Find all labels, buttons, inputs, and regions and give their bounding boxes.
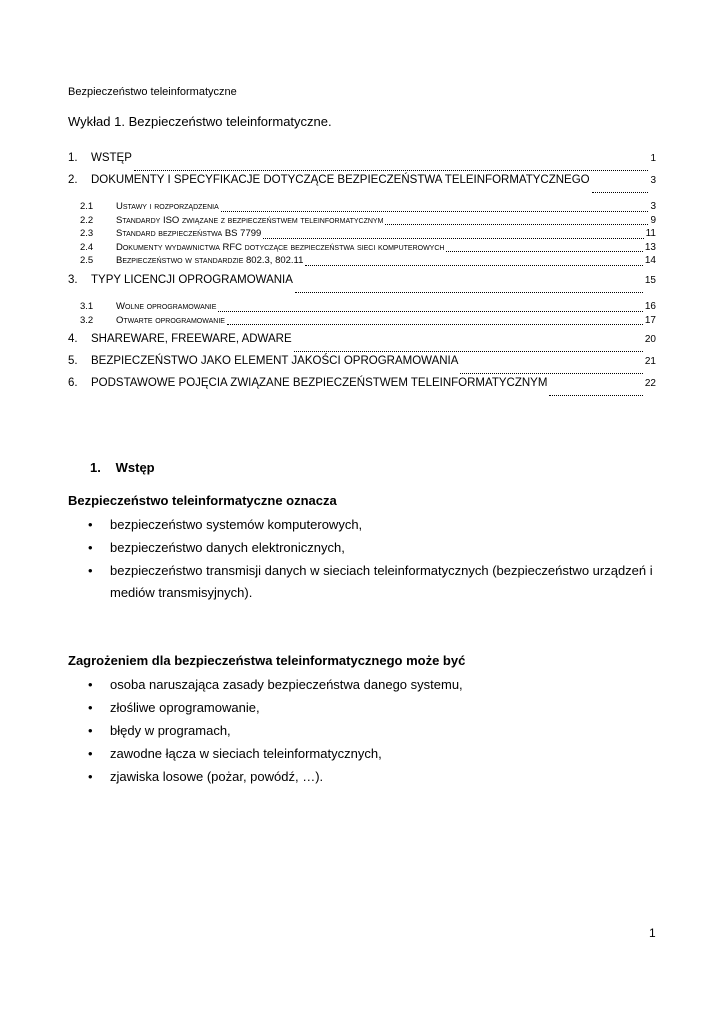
toc-entry-page: 13 xyxy=(644,241,656,253)
toc-entry-number: 5. xyxy=(68,355,78,368)
list-item-text: bezpieczeństwo danych elektronicznych, xyxy=(110,540,345,555)
toc-entry[interactable] xyxy=(68,255,656,269)
threats-block xyxy=(68,650,658,789)
toc-entry[interactable] xyxy=(68,228,656,242)
bullet-icon: • xyxy=(88,700,93,715)
toc-entry-number: 4. xyxy=(68,333,78,346)
toc-leader-dots xyxy=(134,169,649,171)
toc-entry[interactable] xyxy=(68,152,656,174)
list-item-text: zjawiska losowe (pożar, powódź, …). xyxy=(110,769,324,784)
toc-entry[interactable] xyxy=(68,201,656,215)
toc-entry-title: Otwarte oprogramowanie xyxy=(116,314,225,326)
toc-entry-number: 2. xyxy=(68,174,78,186)
toc-entry-page: 15 xyxy=(644,274,656,286)
list-item xyxy=(68,697,658,719)
bullet-icon: • xyxy=(88,540,93,555)
toc-entry-title: TYPY LICENCJI OPROGRAMOWANIA xyxy=(91,273,293,286)
toc-leader-dots xyxy=(263,237,643,239)
section-heading xyxy=(90,460,155,475)
table-of-contents xyxy=(68,152,656,399)
toc-entry-page: 17 xyxy=(644,314,656,326)
toc-leader-dots xyxy=(227,323,643,325)
toc-entry-title: SHAREWARE, FREEWARE, ADWARE xyxy=(91,333,292,346)
toc-entry-page: 3 xyxy=(650,175,656,186)
toc-entry-page: 20 xyxy=(644,334,656,346)
list-item-text: złośliwe oprogramowanie, xyxy=(110,700,260,715)
toc-leader-dots xyxy=(592,191,649,193)
toc-entry[interactable] xyxy=(68,333,656,355)
toc-entry-number: 3.2 xyxy=(80,314,94,326)
toc-leader-dots xyxy=(446,250,642,252)
list-item-text: błędy w programach, xyxy=(110,723,231,738)
list-item xyxy=(68,743,658,765)
list-item xyxy=(68,560,658,604)
list-item-text: osoba naruszająca zasady bezpieczeństwa danego systemu, xyxy=(110,677,463,692)
bullet-icon: • xyxy=(88,563,93,578)
toc-entry-number: 2.3 xyxy=(80,228,94,240)
bullet-icon: • xyxy=(88,677,93,692)
bullet-icon: • xyxy=(88,723,93,738)
toc-entry-number: 2.5 xyxy=(80,255,94,267)
toc-entry[interactable] xyxy=(68,355,656,377)
definition-title: Bezpieczeństwo teleinformatyczne oznacza xyxy=(68,493,337,508)
list-item-text: zawodne łącza w sieciach teleinformatycznych, xyxy=(110,746,382,761)
toc-leader-dots xyxy=(221,210,649,212)
toc-entry[interactable] xyxy=(68,377,656,399)
toc-entry-title: BEZPIECZEŃSTWO JAKO ELEMENT JAKOŚCI OPROGRAMOWANIA xyxy=(91,355,459,368)
toc-entry[interactable] xyxy=(68,215,656,229)
toc-entry-number: 3. xyxy=(68,273,78,286)
toc-leader-dots xyxy=(295,291,643,293)
toc-leader-dots xyxy=(218,310,642,312)
toc-entry-title: DOKUMENTY I SPECYFIKACJE DOTYCZĄCE BEZPIECZEŃSTWA TELEINFORMATYCZNEGO xyxy=(91,174,590,186)
toc-entry-number: 2.4 xyxy=(80,241,94,253)
section-number: 1. xyxy=(90,460,101,475)
toc-entry-title: WSTĘP xyxy=(91,152,132,164)
list-item-text: bezpieczeństwo systemów komputerowych, xyxy=(110,517,363,532)
toc-entry-title: Ustawy i rozporządzenia xyxy=(116,201,219,212)
toc-entry-page: 1 xyxy=(650,153,656,164)
list-item xyxy=(68,537,658,559)
toc-entry[interactable] xyxy=(68,174,656,196)
threats-list xyxy=(68,674,658,788)
list-item xyxy=(68,514,658,536)
toc-entry-page: 16 xyxy=(644,300,656,312)
toc-entry-number: 3.1 xyxy=(80,300,94,312)
section-title: Wstęp xyxy=(115,460,155,475)
toc-entry-number: 6. xyxy=(68,377,78,390)
toc-entry-title: PODSTAWOWE POJĘCIA ZWIĄZANE BEZPIECZEŃSTWEM TELEINFORMATYCZNYM xyxy=(91,377,548,390)
page-number: 1 xyxy=(649,926,656,940)
toc-leader-dots xyxy=(294,350,643,352)
list-item xyxy=(68,674,658,696)
toc-entry[interactable] xyxy=(68,274,656,296)
running-header: Bezpieczeństwo teleinformatyczne xyxy=(68,86,237,98)
toc-entry-page: 9 xyxy=(650,214,656,226)
toc-entry-number: 2.2 xyxy=(80,214,94,226)
list-item-text: bezpieczeństwo transmisji danych w sieciach teleinformatycznych (bezpieczeństwo urządzeń i mediów transmisyjnych). xyxy=(110,563,653,600)
toc-entry[interactable] xyxy=(68,315,656,329)
toc-entry[interactable] xyxy=(68,301,656,315)
toc-entry-title: Standardy ISO związane z bezpieczeństwem teleinformatycznym xyxy=(116,214,384,226)
list-item xyxy=(68,766,658,788)
toc-entry-title: Dokumenty wydawnictwa RFC dotyczące bezpieczeństwa sieci komputerowych xyxy=(116,241,445,253)
threats-title: Zagrożeniem dla bezpieczeństwa teleinformatycznego może być xyxy=(68,653,466,668)
toc-entry[interactable] xyxy=(68,242,656,256)
bullet-icon: • xyxy=(88,746,93,761)
list-item xyxy=(68,720,658,742)
document-title: Wykład 1. Bezpieczeństwo teleinformatyczne. xyxy=(68,114,332,129)
toc-entry-page: 11 xyxy=(645,228,656,240)
toc-entry-page: 21 xyxy=(644,356,656,368)
toc-leader-dots xyxy=(460,372,642,374)
definition-block xyxy=(68,490,658,605)
toc-entry-title: Standard bezpieczeństwa BS 7799 xyxy=(116,228,262,240)
toc-entry-title: Wolne oprogramowanie xyxy=(116,300,217,312)
toc-leader-dots xyxy=(385,223,648,225)
toc-entry-page: 3 xyxy=(650,201,656,212)
toc-entry-title: Bezpieczeństwo w standardzie 802.3, 802.11 xyxy=(116,255,304,267)
bullet-icon: • xyxy=(88,517,93,532)
toc-leader-dots xyxy=(305,264,642,266)
toc-entry-number: 2.1 xyxy=(80,201,94,212)
toc-leader-dots xyxy=(549,394,642,396)
definition-list xyxy=(68,514,658,604)
bullet-icon: • xyxy=(88,769,93,784)
toc-entry-page: 14 xyxy=(644,255,656,267)
toc-entry-page: 22 xyxy=(644,378,656,390)
toc-entry-number: 1. xyxy=(68,152,78,164)
